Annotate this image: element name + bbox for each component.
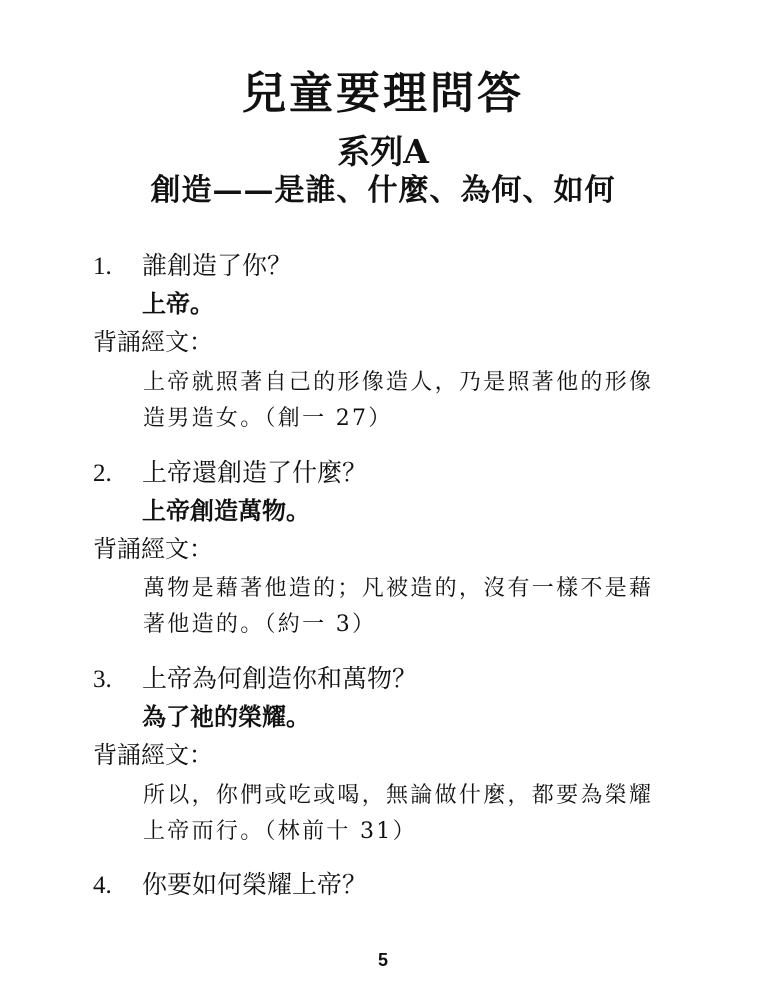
verse-3: 所以，你們或吃或喝，無論做什麼，都要為榮耀上帝而行。（林前十 31） xyxy=(143,783,654,844)
answer-3: 為了祂的榮耀。 xyxy=(142,703,310,731)
section-subtitle: 創造——是誰、什麼、為何、如何 xyxy=(150,173,616,208)
verse-1: 上帝就照著自己的形像造人，乃是照著他的形像造男造女。（創一 27） xyxy=(143,370,654,431)
question-text: 上帝還創造了什麼？ xyxy=(142,458,368,487)
question-number: 1. xyxy=(93,253,112,280)
memory-verse-label: 背誦經文： xyxy=(93,328,213,356)
memory-verse-label: 背誦經文： xyxy=(93,535,213,563)
question-4 xyxy=(93,868,367,903)
question-3 xyxy=(93,662,417,697)
page-title: 兒童要理問答 xyxy=(242,68,524,119)
answer-2: 上帝創造萬物。 xyxy=(142,497,310,525)
verse-2: 萬物是藉著他造的；凡被造的，沒有一樣不是藉著他造的。（約一 3） xyxy=(143,576,654,637)
question-number: 2. xyxy=(93,460,112,487)
memory-verse-label: 背誦經文： xyxy=(93,741,213,769)
page-number: 5 xyxy=(377,950,388,970)
answer-1: 上帝。 xyxy=(142,290,214,318)
question-number: 4. xyxy=(93,872,112,899)
question-number: 3. xyxy=(93,666,112,693)
question-text: 誰創造了你？ xyxy=(142,251,293,280)
series-heading: 系列A xyxy=(337,132,429,171)
question-1 xyxy=(93,249,292,284)
question-2 xyxy=(93,456,367,491)
question-text: 上帝為何創造你和萬物？ xyxy=(142,664,418,693)
question-text: 你要如何榮耀上帝？ xyxy=(142,870,368,899)
